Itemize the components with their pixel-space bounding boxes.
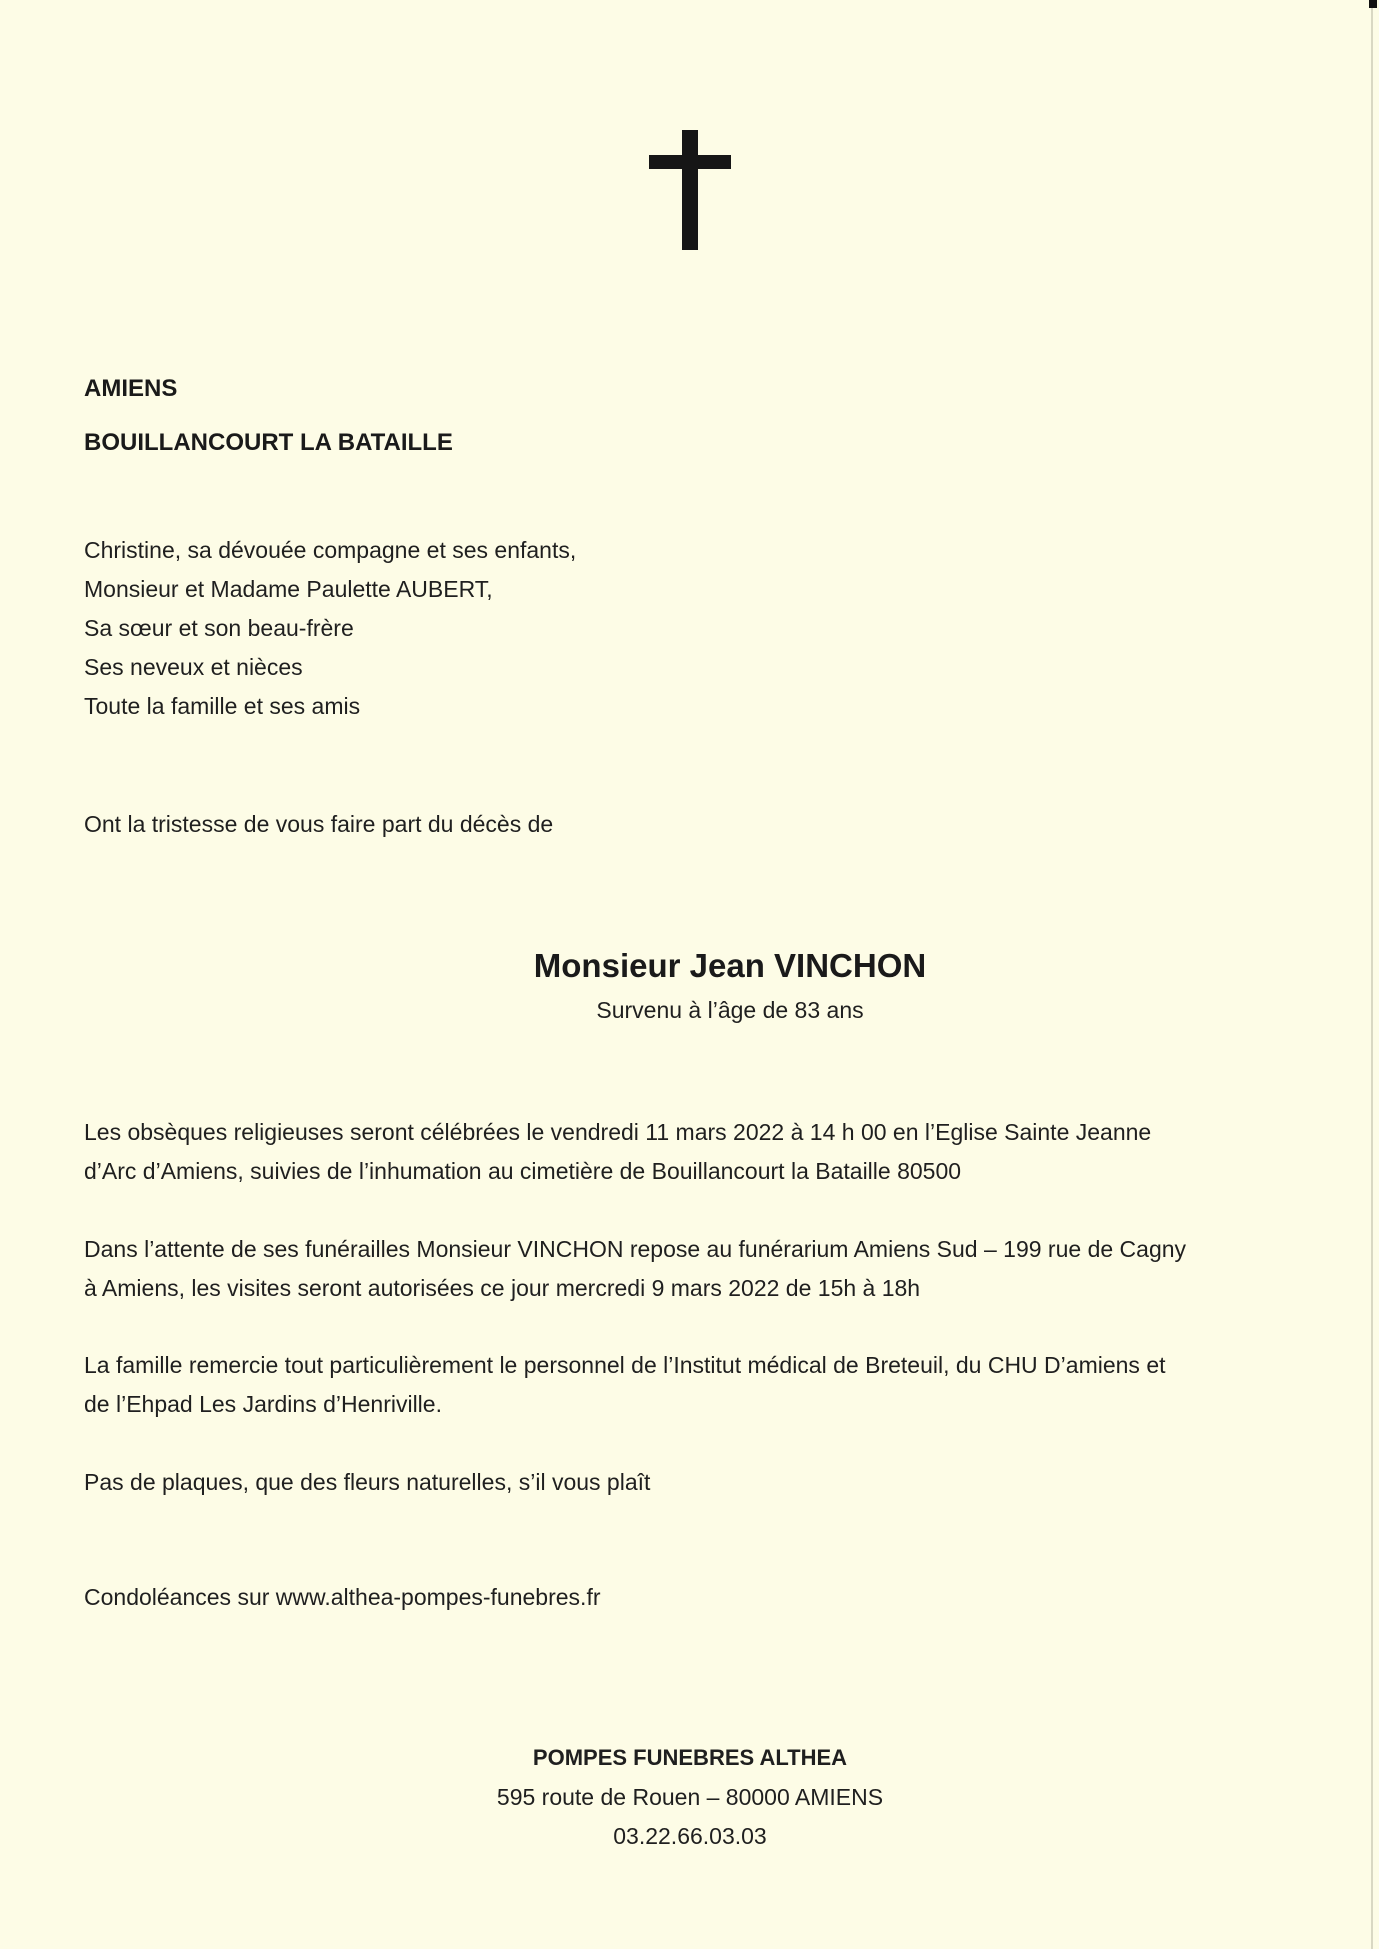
paragraph-line: à Amiens, les visites seront autorisées ce jour mercredi 9 mars 2022 de 15h à 18h [84, 1275, 921, 1301]
family-line: Christine, sa dévouée compagne et ses enfants, [84, 537, 577, 563]
cross-icon [649, 130, 731, 250]
page-edge [1371, 0, 1373, 1949]
company-phone: 03.22.66.03.03 [613, 1823, 767, 1849]
deceased-name: Monsieur Jean VINCHON [533, 947, 927, 984]
family-line: Ses neveux et nièces [84, 654, 303, 680]
family-line: Monsieur et Madame Paulette AUBERT, [84, 576, 493, 602]
paragraph-line: Pas de plaques, que des fleurs naturelles, s’il vous plaît [84, 1469, 651, 1495]
locality-line: AMIENS [84, 375, 178, 402]
paragraph-line: La famille remercie tout particulièrement le personnel de l’Institut médical de Breteuil, du CHU D’amiens et [84, 1352, 1166, 1378]
localities [84, 362, 453, 470]
condolences-line: Condoléances sur www.althea-pompes-funebres.fr [84, 1584, 601, 1610]
paragraph-line: d’Arc d’Amiens, suivies de l’inhumation au cimetière de Bouillancourt la Bataille 80500 [84, 1158, 962, 1184]
paragraph-flowers [84, 1463, 1314, 1502]
scan-mark [1369, 0, 1377, 8]
family-line: Toute la famille et ses amis [84, 693, 361, 719]
deceased-age: Survenu à l’âge de 83 ans [596, 997, 864, 1023]
family-list [84, 531, 576, 726]
company-address: 595 route de Rouen – 80000 AMIENS [496, 1784, 884, 1810]
paragraph-thanks [84, 1346, 1314, 1424]
deceased-block [330, 942, 1130, 1030]
announcement: Ont la tristesse de vous faire part du décès de [84, 811, 554, 837]
family-line: Sa sœur et son beau-frère [84, 615, 354, 641]
paragraph-line: de l’Ehpad Les Jardins d’Henriville. [84, 1391, 442, 1417]
locality-line: BOUILLANCOURT LA BATAILLE [84, 429, 453, 456]
paragraph-line: Dans l’attente de ses funérailles Monsieur VINCHON repose au funérarium Amiens Sud – 199 rue de Cagny [84, 1236, 1187, 1262]
paragraph-funeral [84, 1113, 1314, 1191]
funeral-home-footer [340, 1738, 1040, 1856]
paragraph-line: Les obsèques religieuses seront célébrées le vendredi 11 mars 2022 à 14 h 00 en l’Eglise Sainte Jeanne [84, 1119, 1152, 1145]
company-name: POMPES FUNEBRES ALTHEA [532, 1745, 848, 1770]
paragraph-visits [84, 1230, 1314, 1308]
